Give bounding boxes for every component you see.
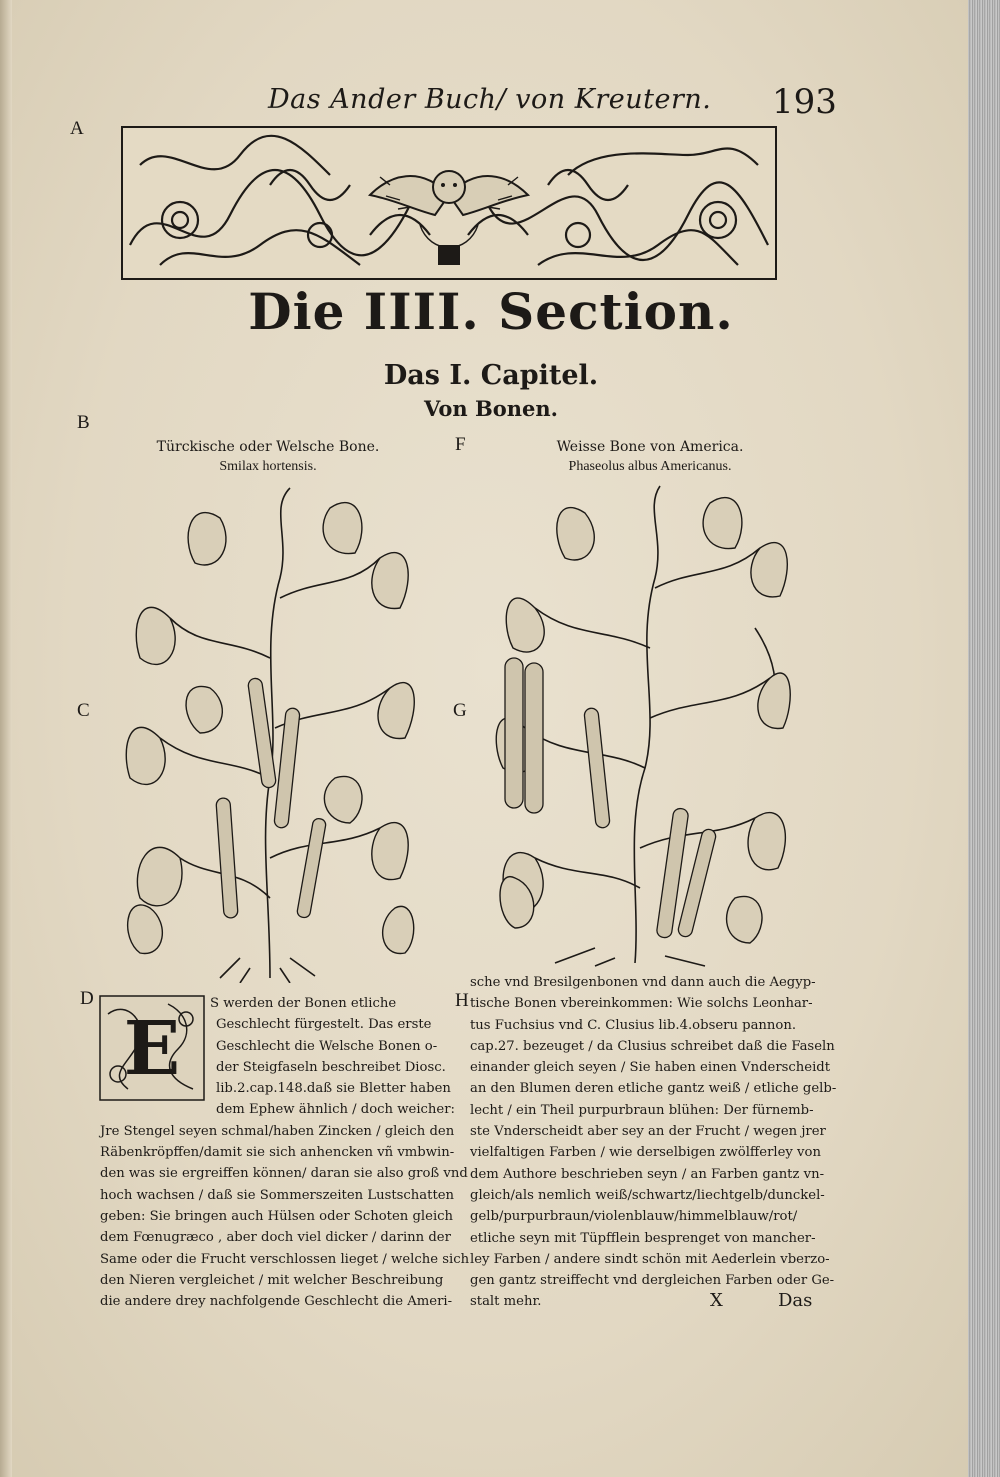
text-line: die andere drey nachfolgende Geschlecht die Ameri- — [100, 1294, 453, 1310]
left-figure-latin-name: Smilax hortensis. — [219, 459, 317, 474]
text-line: an den Blumen deren etliche gantz weiß / etliche gelb- — [470, 1081, 837, 1097]
text-line: geben: Sie bringen auch Hülsen oder Schoten gleich — [100, 1208, 454, 1224]
catchword: Das — [778, 1290, 813, 1311]
text-line: Geschlecht fürgestelt. Das erste — [216, 1017, 432, 1033]
signature-mark: X — [710, 1290, 723, 1311]
margin-letter-c: C — [77, 700, 90, 721]
text-line: einander gleich seyen / Sie haben einen Vnderscheidt — [470, 1060, 831, 1076]
left-figure-german-name: Türckische oder Welsche Bone. — [156, 439, 380, 455]
margin-letter-a: A — [70, 118, 84, 139]
right-text-column — [470, 972, 836, 1313]
right-figure-german-name: Weisse Bone von America. — [556, 439, 744, 455]
text-line: Same oder die Frucht verschlossen lieget / welche sich — [100, 1251, 470, 1267]
text-line: tische Bonen vbereinkommen: Wie solchs Leonhar- — [470, 996, 813, 1012]
page-number: 193 — [772, 82, 837, 122]
text-line: tus Fuchsius vnd C. Clusius lib.4.obseru pannon. — [470, 1017, 797, 1033]
text-line: den was sie ergreiffen können/ daran sie also groß vnd — [100, 1166, 468, 1182]
left-text-column — [100, 993, 469, 1312]
bean-plant-woodcut-left — [120, 478, 420, 983]
text-line: dem Ephew ähnlich / doch weicher: — [216, 1102, 455, 1118]
margin-letter-f: F — [455, 434, 466, 455]
text-line: cap.27. bezeuget / da Clusius schreibet daß die Faseln — [470, 1038, 835, 1054]
text-line: gleich/als nemlich weiß/schwartz/liechtgelb/dunckel- — [470, 1187, 825, 1203]
text-line: etliche seyn mit Tüpfflein besprenget von mancher- — [470, 1230, 816, 1246]
margin-letter-g: G — [453, 700, 467, 721]
margin-letter-h: H — [455, 990, 469, 1011]
margin-letter-b: B — [77, 412, 90, 433]
right-figure-caption — [500, 437, 800, 477]
text-line: den Nieren vergleichet / mit welcher Beschreibung — [100, 1272, 444, 1288]
text-line: ley Farben / andere sindt schön mit Aederlein vberzo- — [470, 1251, 830, 1267]
text-line: Räbenkröpffen/damit sie sich anhencken vñ vmbwin- — [100, 1145, 455, 1161]
text-line: lecht / ein Theil purpurbraun blühen: Der fürnemb- — [470, 1102, 814, 1118]
text-line: lib.2.cap.148.daß sie Bletter haben — [216, 1081, 451, 1097]
running-head: Das Ander Buch/ von Kreutern. — [268, 84, 712, 115]
text-line: vielfaltigen Farben / wie derselbigen zwölfferley von — [470, 1145, 821, 1161]
text-line: hoch wachsen / daß sie Sommerszeiten Lustschatten — [100, 1187, 455, 1203]
right-figure-latin-name: Phaseolus albus Americanus. — [568, 459, 732, 474]
bean-plant-woodcut-right — [495, 478, 795, 968]
decorative-headpiece — [120, 125, 778, 281]
text-line: dem Fœnugræco , aber doch viel dicker / darinn der — [100, 1230, 451, 1246]
chapter-title: Das I. Capitel. — [383, 360, 599, 391]
text-line: sche vnd Bresilgenbonen vnd dann auch die Aegyp- — [470, 975, 816, 990]
drop-initial-letter: E — [123, 1006, 181, 1092]
chapter-subtitle: Von Bonen. — [424, 396, 558, 421]
text-line: S werden der Bonen etliche — [210, 996, 397, 1011]
margin-letter-d: D — [80, 988, 94, 1009]
text-line: dem Authore beschrieben seyn / an Farben gantz vn- — [470, 1166, 825, 1182]
section-title: Die IIII. Section. — [248, 282, 734, 341]
text-line: der Steigfaseln beschreibet Diosc. — [216, 1059, 446, 1075]
text-line: stalt mehr. — [470, 1294, 542, 1310]
text-line: gelb/purpurbraun/violenblauw/himmelblauw/rot/ — [470, 1209, 798, 1225]
page-gutter — [0, 0, 12, 1477]
left-figure-caption — [118, 437, 418, 477]
text-line: Jre Stengel seyen schmal/haben Zincken / gleich den — [100, 1123, 455, 1139]
text-line: ste Vnderscheidt aber sey an der Frucht / wegen jrer — [470, 1124, 826, 1140]
text-line: gen gantz streiffecht vnd dergleichen Farben oder Ge- — [470, 1273, 835, 1289]
page-edge-stack — [968, 0, 1000, 1477]
text-line: Geschlecht die Welsche Bonen o- — [216, 1038, 438, 1054]
